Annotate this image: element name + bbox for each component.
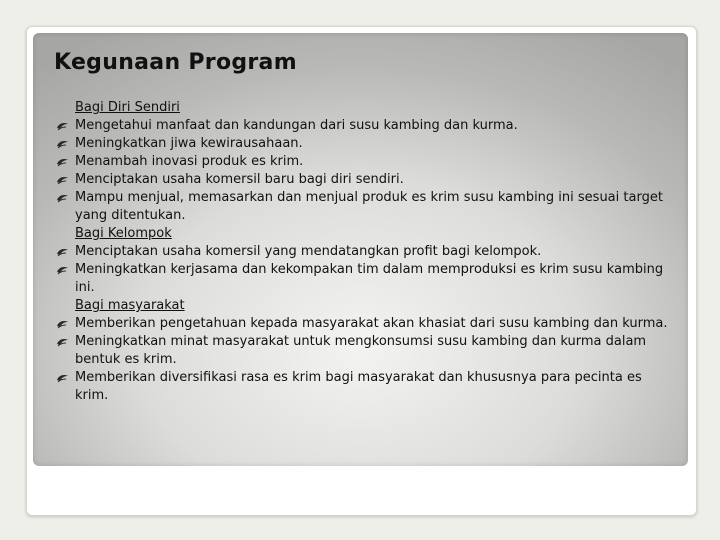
- list-item: Menciptakan usaha komersil yang mendatangkan profit bagi kelompok.: [56, 243, 676, 261]
- leaf-swirl-icon: [56, 373, 69, 383]
- leaf-swirl-icon: [56, 337, 69, 347]
- list-item: Memberikan diversifikasi rasa es krim bagi masyarakat dan khususnya para pecinta es krim.: [56, 369, 676, 405]
- list-item: Mengetahui manfaat dan kandungan dari susu kambing dan kurma.: [56, 117, 676, 135]
- list-item: Menambah inovasi produk es krim.: [56, 153, 676, 171]
- list-item: Meningkatkan jiwa kewirausahaan.: [56, 135, 676, 153]
- list-item: Mampu menjual, memasarkan dan menjual produk es krim susu kambing ini sesuai target yang ditentukan.: [56, 189, 676, 225]
- list-item: Memberikan pengetahuan kepada masyarakat akan khasiat dari susu kambing dan kurma.: [56, 315, 676, 333]
- list-item: Menciptakan usaha komersil baru bagi diri sendiri.: [56, 171, 676, 189]
- leaf-swirl-icon: [56, 265, 69, 275]
- slide-title: Kegunaan Program: [54, 50, 297, 75]
- leaf-swirl-icon: [56, 247, 69, 257]
- slide-content: [56, 99, 676, 405]
- section-heading-diri-sendiri: Bagi Diri Sendiri: [75, 100, 180, 115]
- leaf-swirl-icon: [56, 157, 69, 167]
- leaf-swirl-icon: [56, 121, 69, 131]
- leaf-swirl-icon: [56, 193, 69, 203]
- leaf-swirl-icon: [56, 175, 69, 185]
- leaf-swirl-icon: [56, 319, 69, 329]
- leaf-swirl-icon: [56, 139, 69, 149]
- list-item: Meningkatkan minat masyarakat untuk mengkonsumsi susu kambing dan kurma dalam bentuk es krim.: [56, 333, 676, 369]
- section-heading-kelompok: Bagi Kelompok: [75, 226, 172, 241]
- section-heading-masyarakat: Bagi masyarakat: [75, 298, 185, 313]
- list-item: Meningkatkan kerjasama dan kekompakan tim dalam memproduksi es krim susu kambing ini.: [56, 261, 676, 297]
